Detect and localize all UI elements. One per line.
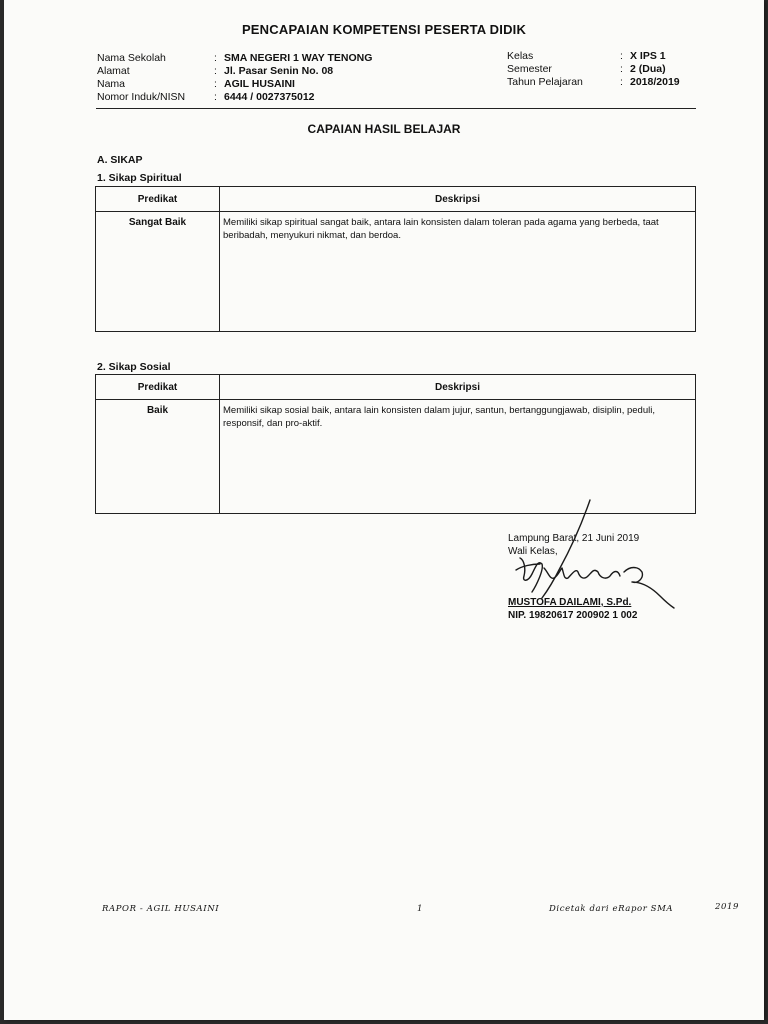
- identity-value: 2 (Dua): [630, 63, 666, 75]
- spiritual-table: [95, 186, 696, 332]
- identity-separator: :: [214, 52, 217, 64]
- col-predikat: Predikat: [96, 375, 220, 400]
- identity-separator: :: [214, 78, 217, 90]
- footer-report-name: RAPOR - AGIL HUSAINI: [102, 904, 220, 914]
- identity-row-year: [507, 76, 697, 89]
- identity-separator: :: [214, 91, 217, 103]
- identity-value: Jl. Pasar Senin No. 08: [224, 65, 334, 77]
- identity-row-nisn: [97, 91, 397, 104]
- identity-label: Alamat: [97, 65, 130, 77]
- identity-separator: :: [620, 50, 623, 62]
- teacher-nip: NIP. 19820617 200902 1 002: [508, 610, 638, 621]
- identity-row-semester: [507, 63, 697, 76]
- identity-label: Nama: [97, 78, 126, 90]
- sosial-heading: 2. Sikap Sosial: [97, 361, 171, 373]
- section-title: CAPAIAN HASIL BELAJAR: [307, 122, 461, 136]
- teacher-name: MUSTOFA DAILAMI, S.Pd.: [508, 597, 632, 608]
- student-identity-left: [97, 52, 397, 108]
- table-header-row: [96, 187, 696, 212]
- spiritual-heading: 1. Sikap Spiritual: [97, 172, 182, 184]
- identity-row-name: [97, 78, 397, 91]
- deskripsi-value: Memiliki sikap spiritual sangat baik, antara lain konsisten dalam toleran pada agama yang berbeda, taat beribadah, menyukuri nikmat, dan berdoa.: [220, 212, 696, 332]
- table-header-row: [96, 375, 696, 400]
- footer-printed-from: Dicetak dari eRapor SMA: [549, 904, 674, 914]
- predikat-value: Baik: [96, 400, 220, 514]
- footer-page-number: 1: [417, 904, 424, 914]
- identity-value: 2018/2019: [630, 76, 680, 88]
- identity-row-class: [507, 50, 697, 63]
- table-row: [96, 400, 696, 514]
- student-identity-right: [507, 50, 697, 94]
- col-predikat: Predikat: [96, 187, 220, 212]
- col-deskripsi: Deskripsi: [220, 375, 696, 400]
- identity-separator: :: [214, 65, 217, 77]
- identity-label: Kelas: [507, 50, 534, 62]
- predikat-value: Sangat Baik: [96, 212, 220, 332]
- header-divider: [96, 108, 696, 109]
- report-page: [4, 0, 764, 1020]
- sikap-heading: A. SIKAP: [97, 154, 143, 166]
- identity-value: AGIL HUSAINI: [224, 78, 295, 90]
- identity-value: 6444 / 0027375012: [224, 91, 315, 103]
- identity-separator: :: [620, 63, 623, 75]
- col-deskripsi: Deskripsi: [220, 187, 696, 212]
- identity-label: Nama Sekolah: [97, 52, 166, 64]
- identity-separator: :: [620, 76, 623, 88]
- identity-label: Semester: [507, 63, 552, 75]
- identity-value: SMA NEGERI 1 WAY TENONG: [224, 52, 373, 64]
- footer-year: 2019: [715, 902, 740, 912]
- deskripsi-value: Memiliki sikap sosial baik, antara lain konsisten dalam jujur, santun, bertanggungjawab, disiplin, peduli, responsif, dan pro-aktif.: [220, 400, 696, 514]
- identity-value: X IPS 1: [630, 50, 666, 62]
- page-title: PENCAPAIAN KOMPETENSI PESERTA DIDIK: [241, 22, 527, 37]
- identity-row-school: [97, 52, 397, 65]
- identity-label: Nomor Induk/NISN: [97, 91, 186, 103]
- identity-label: Tahun Pelajaran: [507, 76, 583, 88]
- sosial-table: [95, 374, 696, 514]
- table-row: [96, 212, 696, 332]
- signature-role: Wali Kelas,: [508, 546, 558, 557]
- identity-row-address: [97, 65, 397, 78]
- signature-place-date: Lampung Barat, 21 Juni 2019: [508, 533, 640, 544]
